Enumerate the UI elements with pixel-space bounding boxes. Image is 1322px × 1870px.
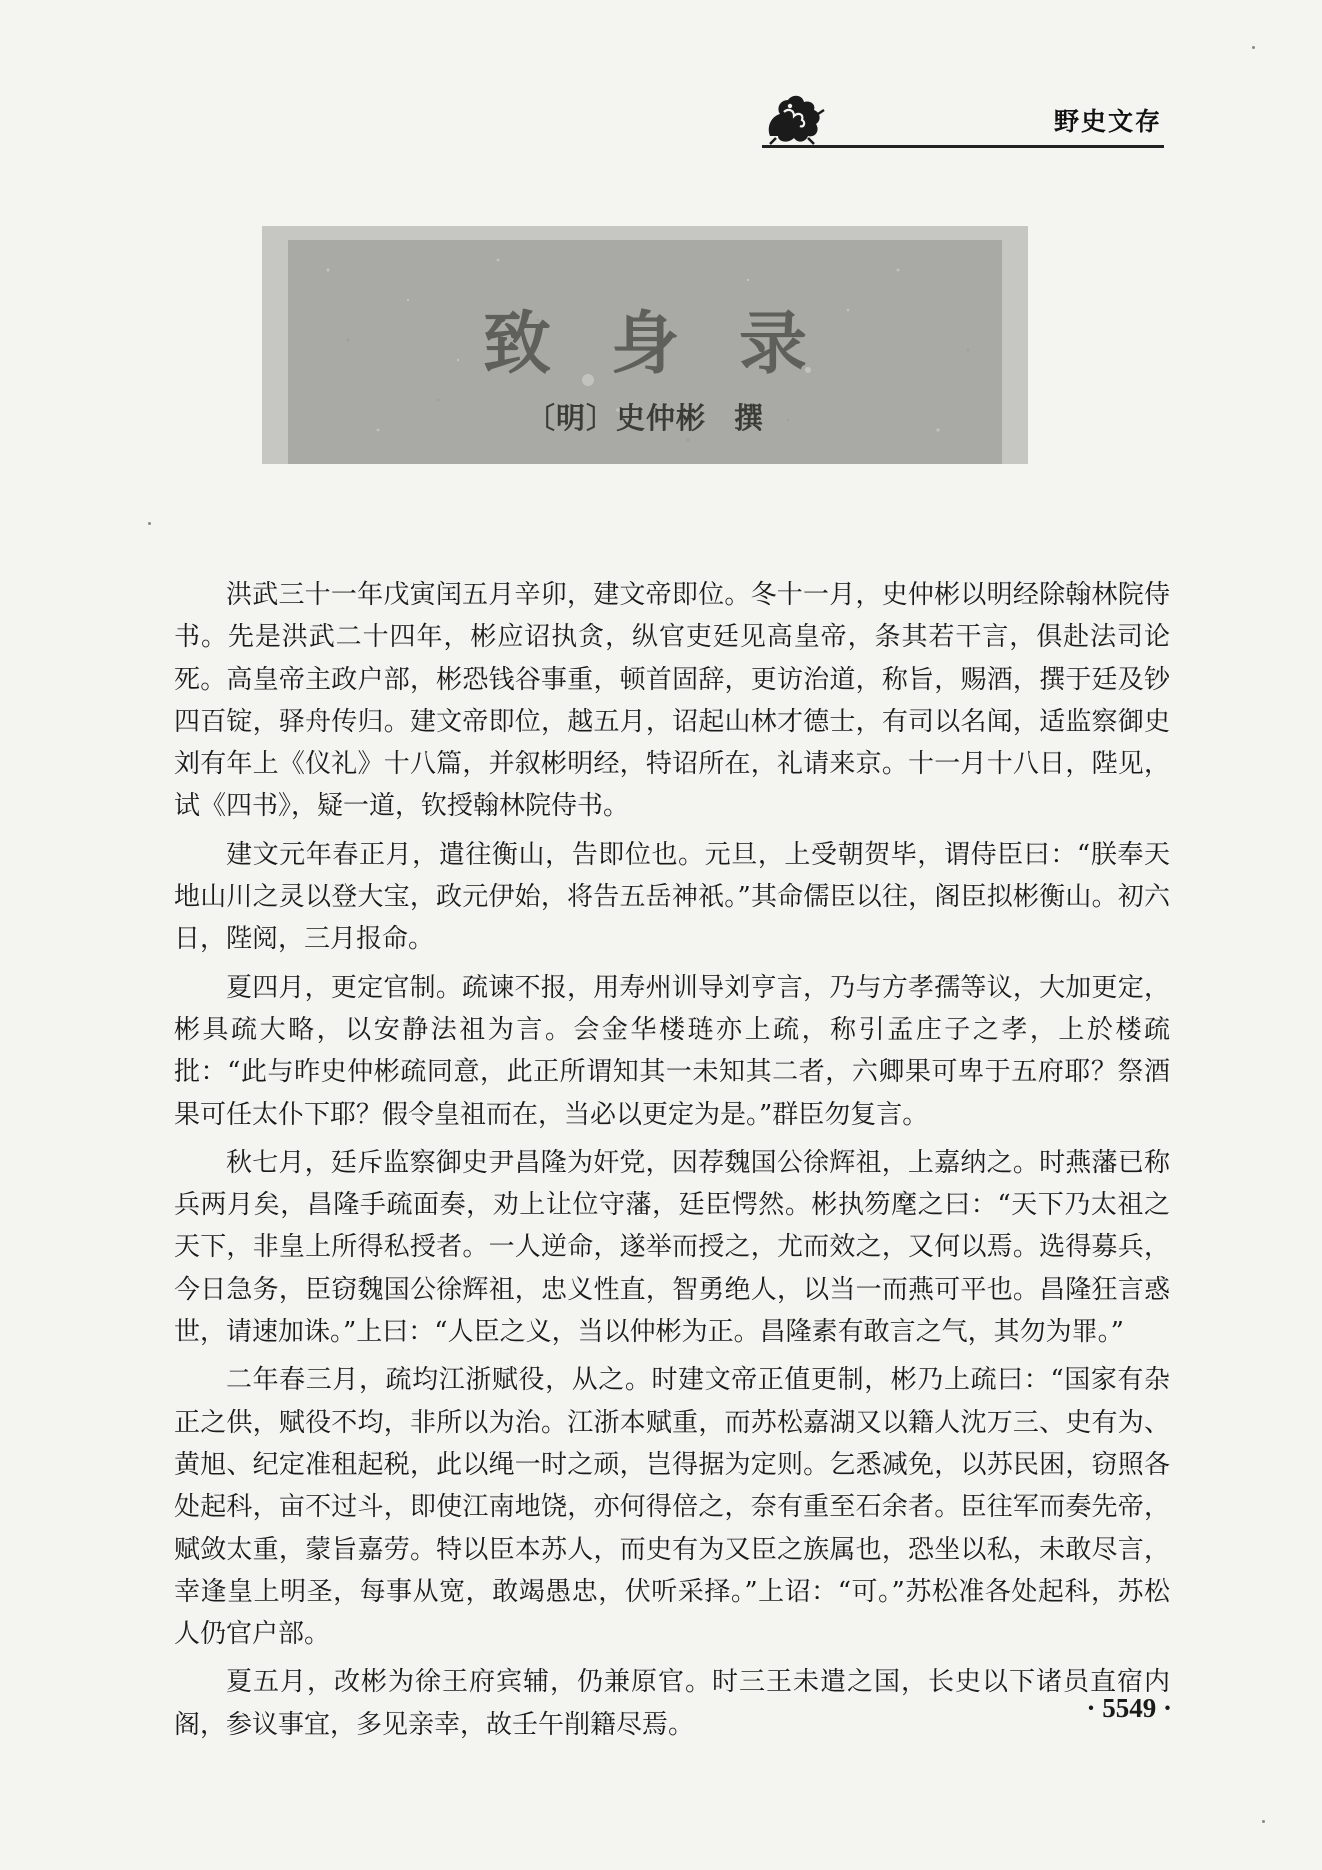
- paragraph: 二年春三月，疏均江浙赋役，从之。时建文帝正值更制，彬乃上疏曰：“国家有杂正之供，赋役不均，非所以为治。江浙本赋重，而苏松嘉湖又以籍人沈万三、史有为、黄旭、纪定准租起税，此以绳一时之顽，岂得据为定则。乞悉减免，以苏民困，窃照各处起科，亩不过斗，即使江南地饶，亦何得倍之，奈有重至石余者。臣往军而奏先帝，赋敛太重，蒙旨嘉劳。特以臣本苏人，而史有为又臣之族属也，恐坐以私，未敢尽言，幸逢皇上明圣，每事从宽，敢竭愚忠，伏听采择。”上诏：“可。”苏松准各处起科，苏松人仍官户部。: [174, 1365, 1170, 1650]
- dragon-emblem-icon: [762, 92, 826, 146]
- author-credit: [288, 396, 1002, 437]
- scan-artifact: [1252, 46, 1255, 49]
- scan-artifact: [148, 522, 151, 525]
- paragraph: 夏五月，改彬为徐王府宾辅，仍兼原官。时三王未遣之国，长史以下诸员直宿内阁，参议事宜，多见亲幸，故壬午削籍尽焉。: [174, 1667, 1170, 1740]
- author-name: 〔明〕史仲彬: [525, 401, 706, 435]
- page-number: · 5549 ·: [1086, 1693, 1172, 1723]
- author-role: 撰: [734, 401, 765, 435]
- scan-artifact: [1262, 1820, 1265, 1823]
- paragraph: 秋七月，廷斥监察御史尹昌隆为奸党，因荐魏国公徐辉祖，上嘉纳之。时燕藩已称兵两月矣，昌隆手疏面奏，劝上让位守藩，廷臣愕然。彬执笏麾之曰：“天下乃太祖之天下，非皇上所得私授者。一人逆命，遂举而授之，尤而效之，又何以焉。选得募兵，今日急务，臣窃魏国公徐辉祖，忠义性直，智勇绝人，以当一而燕可平也。昌隆狂言惑世，请速加诛。”上曰：“人臣之义，当以仲彬为正。昌隆素有敢言之气，其勿为罪。”: [174, 1147, 1170, 1348]
- header-rule: [762, 145, 1164, 148]
- paragraph: 建文元年春正月，遣往衡山，告即位也。元旦，上受朝贺毕，谓侍臣曰：“朕奉天地山川之灵以登大宝，政元伊始，将告五岳神祇。”其命儒臣以往，阁臣拟彬衡山。初六日，陛阅，三月报命。: [174, 839, 1170, 955]
- title-banner-panel: [288, 240, 1002, 464]
- running-header: [762, 92, 1164, 148]
- title-banner: [262, 226, 1028, 464]
- paragraph: 夏四月，更定官制。疏谏不报，用寿州训导刘亨言，乃与方孝孺等议，大加更定，彬具疏大略，以安静法祖为言。会金华楼琏亦上疏，称引孟庄子之孝，上於楼疏批：“此与昨史仲彬疏同意，此正所谓知其一未知其二者，六卿果可卑于五府耶？祭酒果可任太仆下耶？假令皇祖而在，当必以更定为是。”群臣勿复言。: [174, 972, 1170, 1130]
- paragraph: 洪武三十一年戊寅闰五月辛卯，建文帝即位。冬十一月，史仲彬以明经除翰林院侍书。先是洪武二十四年，彬应诏执贪，纵官吏廷见高皇帝，条其若干言，俱赴法司论死。高皇帝主政户部，彬恐钱谷事重，顿首固辞，更访治道，称旨，赐酒，撰于廷及钞四百锭，驿舟传归。建文帝即位，越五月，诏起山林才德士，有司以名闻，适监察御史刘有年上《仪礼》十八篇，并叙彬明经，特诏所在，礼请来京。十一月十八日，陛见，试《四书》，疑一道，钦授翰林院侍书。: [174, 580, 1170, 822]
- running-title: 野史文存: [1053, 107, 1162, 136]
- body-text: [174, 574, 1170, 1752]
- work-title: 致身录: [482, 304, 867, 384]
